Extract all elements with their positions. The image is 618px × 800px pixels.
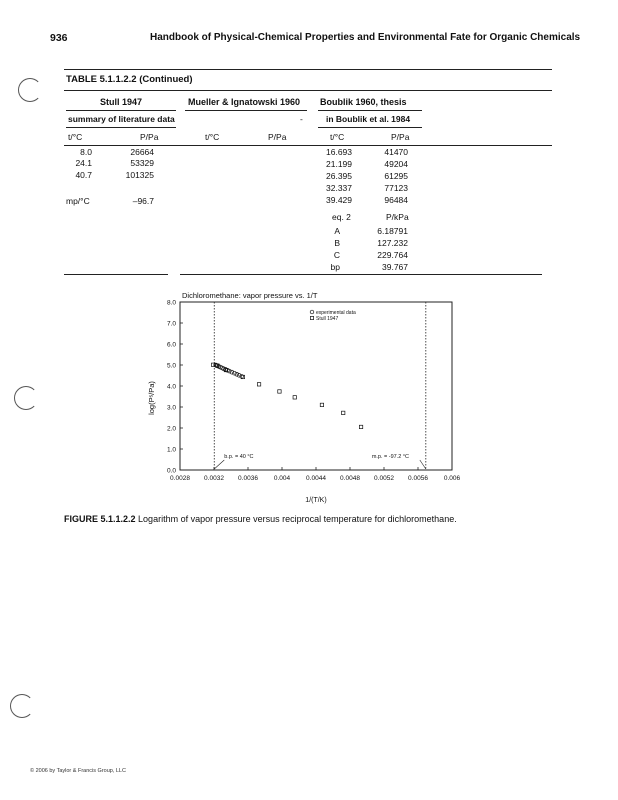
source-rule-boublik [318,110,422,111]
table-cell: 61295 [384,171,408,181]
table-cell: 77123 [384,183,408,193]
x-tick-label: 0.0056 [408,475,428,482]
y-axis-label: log(Pˢ/Pa) [147,381,156,415]
figure-caption-label: FIGURE 5.1.1.2.2 [64,514,136,524]
table-cell: 96484 [384,195,408,205]
col-header-mueller-p: P/Pa [268,132,287,142]
y-tick-label: 3.0 [166,404,176,412]
data-point-stull [320,403,323,406]
legend-label-stull: Stull 1947 [316,316,339,322]
table-cell: eq. 2 [332,212,351,222]
table-cell: 101325 [125,170,154,180]
y-tick-label: 2.0 [166,425,176,433]
y-tick-label: 0.0 [166,467,176,475]
table-top-rule [64,69,552,70]
table-cell: bp [330,262,340,272]
x-tick-label: 0.0044 [306,475,326,482]
table-cell: 8.0 [80,147,92,157]
reference-label: b.p. = 40 °C [224,454,254,460]
table-cell: 127.232 [377,238,408,248]
table-bottom-rule-right [180,274,542,275]
col-header-boublik-t: t/°C [330,132,345,142]
source-rule-stull [66,110,176,111]
table-cell: 39.429 [326,195,352,205]
data-point-stull [278,390,281,393]
y-tick-label: 5.0 [166,362,176,370]
table-cell: A [334,226,340,236]
subtitle-stull: summary of literature data [68,114,175,124]
subtitle-boublik: in Boublik et al. 1984 [326,114,411,124]
table-cell: 21.199 [326,159,352,169]
table-cell: 229.764 [377,250,408,260]
x-tick-label: 0.0032 [204,475,224,482]
running-title: Handbook of Physical-Chemical Properties and Environmental Fate for Organic Chemicals [150,32,581,43]
table-cell: 49204 [384,159,408,169]
x-axis-label: 1/(T/K) [305,497,327,504]
table-cell: 39.767 [382,262,408,272]
table-cell: 26664 [130,147,154,157]
x-tick-label: 0.0028 [170,475,190,482]
source-stull: Stull 1947 [100,97,143,107]
y-tick-label: 8.0 [166,299,176,307]
reference-label: m.p. = -97.2 °C [371,454,410,460]
source-mueller: Mueller & Ignatowski 1960 [188,97,301,107]
table-cell: 24.1 [75,158,92,168]
data-point-stull [359,425,362,428]
source-rule-mueller [185,110,307,111]
table-cell: B [334,238,340,248]
page-number: 936 [50,32,68,44]
legend-marker-square [310,316,313,319]
plot-frame [180,302,452,470]
reference-arrow [214,460,224,469]
table-cell: 26.395 [326,171,352,181]
y-tick-label: 1.0 [166,446,176,454]
col-header-rule [64,145,552,146]
table-cell: 41470 [384,147,408,157]
x-tick-label: 0.0048 [340,475,360,482]
subtitle-mueller: - [300,114,303,124]
col-header-stull-p: P/Pa [140,132,159,142]
data-point-stull [342,411,345,414]
x-tick-label: 0.004 [273,475,291,482]
col-header-boublik-p: P/Pa [391,132,410,142]
punch-hole-middle [14,386,38,410]
col-header-mueller-t: t/°C [205,132,220,142]
table-bottom-rule-left [64,274,168,275]
legend-marker-circle [310,310,314,314]
punch-hole-top [18,78,42,102]
y-tick-label: 6.0 [166,341,176,349]
table-cell: C [333,250,340,260]
data-point-stull [257,383,260,386]
col-header-stull-t: t/°C [68,132,83,142]
table-cell: 6.18791 [377,226,408,236]
data-point-experimental [235,372,239,376]
legend-label-experimental: experimental data [316,310,356,316]
x-tick-label: 0.006 [443,475,461,482]
table-title: TABLE 5.1.1.2.2 (Continued) [66,74,193,85]
chart-legend [310,310,356,322]
table-cell: P/kPa [386,212,409,222]
x-tick-label: 0.0036 [238,475,258,482]
source-boublik: Boublik 1960, thesis [320,97,407,107]
subtitle-rule-stull [66,127,176,128]
x-tick-label: 0.0052 [374,475,394,482]
y-tick-label: 4.0 [166,383,176,391]
table-cell: 40.7 [75,170,92,180]
copyright-footer: © 2006 by Taylor & Francis Group, LLC [30,768,126,774]
table-cell: mp/°C [66,196,90,206]
figure-caption [64,514,457,524]
table-cell: –96.7 [132,196,154,206]
subtitle-rule-boublik [318,127,422,128]
vapor-pressure-chart [140,286,470,510]
reference-arrow [420,460,426,469]
y-tick-label: 7.0 [166,320,176,328]
chart-title: Dichloromethane: vapor pressure vs. 1/T [182,291,318,300]
table-cell: 16.693 [326,147,352,157]
figure-caption-text: Logarithm of vapor pressure versus reciprocal temperature for dichloromethane. [138,514,457,524]
table-cell: 32.337 [326,183,352,193]
table-title-rule [64,90,552,91]
punch-hole-bottom [10,694,34,718]
data-point-stull [293,396,296,399]
table-cell: 53329 [130,158,154,168]
